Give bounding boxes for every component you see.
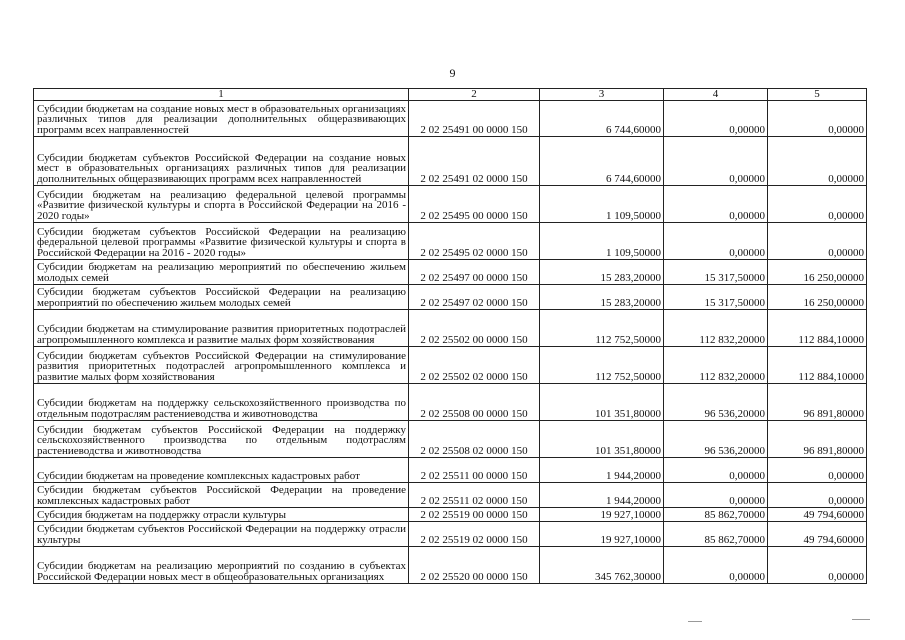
row-value-col3: 15 283,20000 xyxy=(540,260,664,285)
row-budget-code: 2 02 25502 00 0000 150 xyxy=(409,310,540,347)
row-value-col3: 19 927,10000 xyxy=(540,522,664,547)
row-value-col5: 96 891,80000 xyxy=(768,384,867,421)
row-value-col5: 49 794,60000 xyxy=(768,508,867,522)
row-description: Субсидии бюджетам субъектов Российской Федерации на стимулирование развития приоритетных подотраслей агропромышленного комплекса и развитие малых форм хозяйствования xyxy=(34,347,409,384)
row-value-col5: 112 884,10000 xyxy=(768,347,867,384)
row-value-col3: 112 752,50000 xyxy=(540,347,664,384)
row-budget-code: 2 02 25497 02 0000 150 xyxy=(409,285,540,310)
row-value-col3: 101 351,80000 xyxy=(540,421,664,458)
row-description: Субсидии бюджетам субъектов Российской Федерации на поддержку отрасли культуры xyxy=(34,522,409,547)
row-value-col5: 96 891,80000 xyxy=(768,421,867,458)
table-row xyxy=(34,285,867,310)
table-row xyxy=(34,483,867,508)
row-budget-code: 2 02 25511 00 0000 150 xyxy=(409,458,540,483)
row-value-col3: 6 744,60000 xyxy=(540,137,664,186)
row-value-col3: 345 762,30000 xyxy=(540,547,664,584)
row-description: Субсидии бюджетам субъектов Российской Федерации на реализацию мероприятий по обеспечению жильем молодых семей xyxy=(34,285,409,310)
table-row xyxy=(34,310,867,347)
row-value-col5: 0,00000 xyxy=(768,458,867,483)
row-description: Субсидии бюджетам на стимулирование развития приоритетных подотраслей агропромышленного комплекса и развитие малых форм хозяйствования xyxy=(34,310,409,347)
table-row xyxy=(34,458,867,483)
row-budget-code: 2 02 25491 00 0000 150 xyxy=(409,101,540,137)
scan-mark xyxy=(852,619,870,620)
row-budget-code: 2 02 25508 00 0000 150 xyxy=(409,384,540,421)
page-number: 9 xyxy=(449,66,456,80)
row-value-col3: 101 351,80000 xyxy=(540,384,664,421)
row-value-col4: 85 862,70000 xyxy=(664,522,768,547)
row-value-col4: 96 536,20000 xyxy=(664,421,768,458)
row-value-col3: 1 109,50000 xyxy=(540,186,664,223)
row-description: Субсидии бюджетам на реализацию мероприятий по созданию в субъектах Российской Федерации новых мест в общеобразовательных организациях xyxy=(34,547,409,584)
row-description: Субсидии бюджетам субъектов Российской Федерации на проведение комплексных кадастровых работ xyxy=(34,483,409,508)
row-value-col4: 0,00000 xyxy=(664,458,768,483)
table-row xyxy=(34,547,867,584)
row-value-col4: 0,00000 xyxy=(664,137,768,186)
row-value-col4: 0,00000 xyxy=(664,223,768,260)
row-value-col5: 0,00000 xyxy=(768,483,867,508)
row-description: Субсидии бюджетам на поддержку сельскохозяйственного производства по отдельным подотраслям растениеводства и животноводства xyxy=(34,384,409,421)
row-value-col3: 112 752,50000 xyxy=(540,310,664,347)
row-value-col4: 15 317,50000 xyxy=(664,260,768,285)
row-budget-code: 2 02 25495 02 0000 150 xyxy=(409,223,540,260)
column-header-2: 2 xyxy=(409,89,540,101)
budget-table xyxy=(33,88,867,584)
table-header-row xyxy=(34,89,867,101)
row-value-col3: 6 744,60000 xyxy=(540,101,664,137)
table-row xyxy=(34,223,867,260)
row-description: Субсидии бюджетам на реализацию мероприятий по обеспечению жильем молодых семей xyxy=(34,260,409,285)
row-budget-code: 2 02 25497 00 0000 150 xyxy=(409,260,540,285)
row-value-col4: 112 832,20000 xyxy=(664,310,768,347)
row-description: Субсидии бюджетам на создание новых мест в образовательных организациях различных типов для реализации дополнительных общеразвивающих программ всех направленностей xyxy=(34,101,409,137)
table-row xyxy=(34,421,867,458)
row-budget-code: 2 02 25491 02 0000 150 xyxy=(409,137,540,186)
row-description: Субсидии бюджетам субъектов Российской Федерации на реализацию федеральной целевой программы «Развитие физической культуры и спорта в Российской Федерации на 2016 - 2020 годы» xyxy=(34,223,409,260)
table-row xyxy=(34,347,867,384)
scan-mark xyxy=(688,621,702,622)
column-header-4: 4 xyxy=(664,89,768,101)
row-budget-code: 2 02 25508 02 0000 150 xyxy=(409,421,540,458)
row-value-col4: 15 317,50000 xyxy=(664,285,768,310)
table-row xyxy=(34,260,867,285)
column-header-1: 1 xyxy=(34,89,409,101)
row-value-col3: 1 109,50000 xyxy=(540,223,664,260)
column-header-3: 3 xyxy=(540,89,664,101)
row-value-col5: 0,00000 xyxy=(768,137,867,186)
row-value-col4: 0,00000 xyxy=(664,186,768,223)
row-budget-code: 2 02 25495 00 0000 150 xyxy=(409,186,540,223)
row-description: Субсидии бюджетам субъектов Российской Федерации на поддержку сельскохозяйственного производства по отдельным подотраслям растениеводства и животноводства xyxy=(34,421,409,458)
row-value-col5: 112 884,10000 xyxy=(768,310,867,347)
table-row xyxy=(34,522,867,547)
row-value-col5: 0,00000 xyxy=(768,223,867,260)
row-value-col3: 19 927,10000 xyxy=(540,508,664,522)
row-value-col5: 49 794,60000 xyxy=(768,522,867,547)
row-value-col5: 0,00000 xyxy=(768,547,867,584)
row-value-col4: 0,00000 xyxy=(664,483,768,508)
row-value-col5: 0,00000 xyxy=(768,101,867,137)
row-budget-code: 2 02 25511 02 0000 150 xyxy=(409,483,540,508)
row-description: Субсидии бюджетам субъектов Российской Федерации на создание новых мест в образовательных организациях различных типов для реализации дополнительных общеразвивающих программ всех направленностей xyxy=(34,137,409,186)
row-description: Субсидии бюджетам на проведение комплексных кадастровых работ xyxy=(34,458,409,483)
row-value-col4: 112 832,20000 xyxy=(664,347,768,384)
row-value-col3: 1 944,20000 xyxy=(540,458,664,483)
row-value-col3: 1 944,20000 xyxy=(540,483,664,508)
table-row xyxy=(34,101,867,137)
table-row xyxy=(34,508,867,522)
row-value-col5: 16 250,00000 xyxy=(768,260,867,285)
row-description: Субсидии бюджетам на реализацию федеральной целевой программы «Развитие физической культуры и спорта в Российской Федерации на 2016 - 2020 годы» xyxy=(34,186,409,223)
row-budget-code: 2 02 25519 00 0000 150 xyxy=(409,508,540,522)
table-row xyxy=(34,137,867,186)
table-row xyxy=(34,384,867,421)
row-value-col5: 16 250,00000 xyxy=(768,285,867,310)
row-budget-code: 2 02 25520 00 0000 150 xyxy=(409,547,540,584)
row-value-col4: 85 862,70000 xyxy=(664,508,768,522)
row-description: Субсидия бюджетам на поддержку отрасли культуры xyxy=(34,508,409,522)
row-value-col5: 0,00000 xyxy=(768,186,867,223)
column-header-5: 5 xyxy=(768,89,867,101)
row-value-col4: 96 536,20000 xyxy=(664,384,768,421)
row-budget-code: 2 02 25502 02 0000 150 xyxy=(409,347,540,384)
row-budget-code: 2 02 25519 02 0000 150 xyxy=(409,522,540,547)
table-row xyxy=(34,186,867,223)
row-value-col4: 0,00000 xyxy=(664,101,768,137)
row-value-col3: 15 283,20000 xyxy=(540,285,664,310)
row-value-col4: 0,00000 xyxy=(664,547,768,584)
